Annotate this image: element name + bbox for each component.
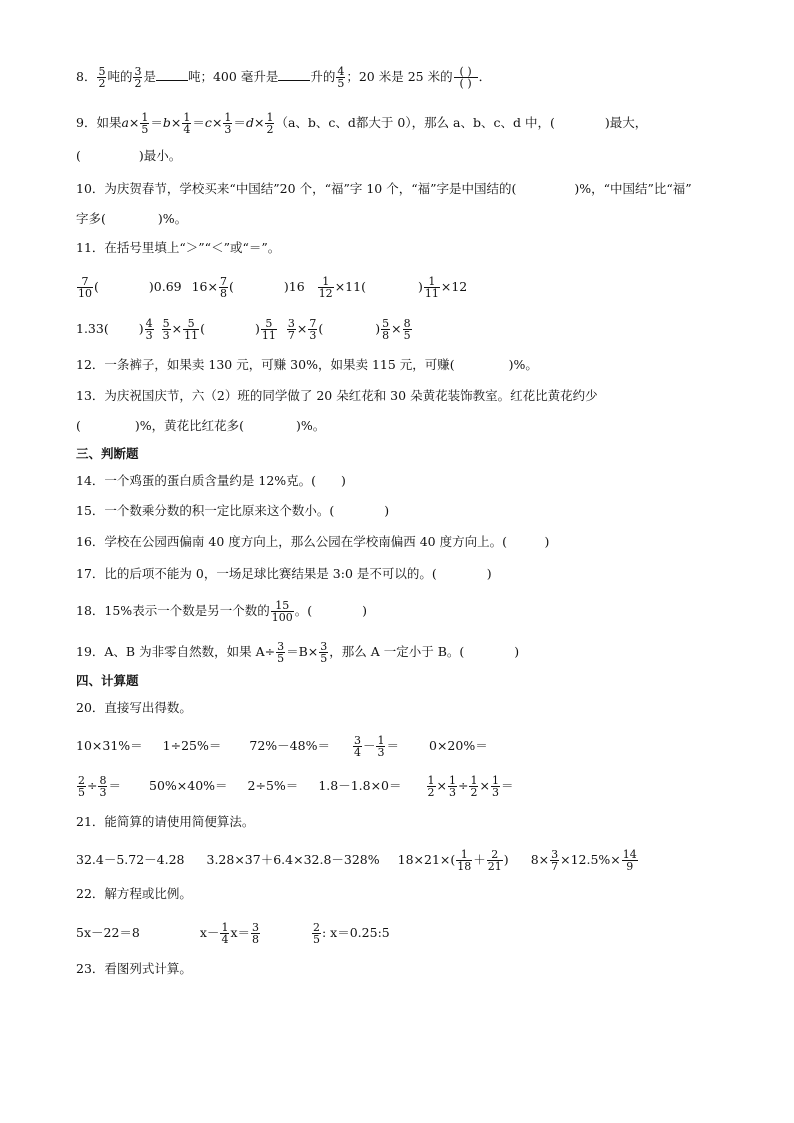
fraction: $\frac{3}{5}$ [320, 640, 328, 665]
text: )%。 [508, 357, 538, 372]
question-15: 15．一个数乘分数的积一定比原来这个数小。( ) [76, 503, 390, 518]
text: ＝B× [286, 644, 319, 659]
question-9 [76, 112, 647, 135]
question-14: 14．一个鸡蛋的蛋白质含量约是 12%克。( ) [76, 473, 346, 488]
question-9-line2 [76, 148, 181, 164]
text: 1.33( [76, 321, 109, 336]
expr: 10×31%＝ [76, 738, 143, 753]
text: )%，黄花比红花多( [134, 418, 245, 433]
question-8 [76, 66, 491, 89]
expr: 2÷5%＝ [247, 778, 299, 793]
op: × [128, 115, 140, 130]
text: ×11( [334, 279, 366, 294]
fraction: $\frac{3}{7}$ [287, 317, 295, 342]
expr: 18×21×( [397, 852, 456, 867]
text: 16× [191, 279, 218, 294]
op: × [296, 321, 308, 336]
text: ． [478, 69, 492, 84]
text: 12．一条裤子，如果卖 130 元，可赚 30%，如果卖 115 元，可赚( [76, 357, 455, 372]
question-21-exprs [76, 849, 639, 872]
text: 是 [143, 69, 156, 84]
q-number: 9．如果 [76, 115, 122, 130]
expr: 1.8－1.8×0＝ [318, 778, 402, 793]
question-18 [76, 600, 367, 623]
fraction: $\frac{3}{8}$ [252, 921, 259, 946]
op: × [170, 115, 182, 130]
question-20-row1 [76, 735, 488, 758]
answer-blank[interactable] [156, 68, 188, 81]
question-17: 17．比的后项不能为 0，一场足球比赛结果是 3:0 是不可以的。( ) [76, 566, 492, 581]
fraction: $\frac{4}{3}$ [145, 317, 153, 342]
fraction: $\frac{1}{4}$ [183, 111, 191, 136]
question-23: 23．看图列式计算。 [76, 961, 192, 976]
text: 。( ) [294, 603, 367, 618]
op: ÷ [457, 778, 469, 793]
text: 19．A、B 为非零自然数，如果 A÷ [76, 644, 276, 659]
fraction: $\frac{5}{11}$ [184, 317, 199, 342]
fraction: $\frac{7}{10}$ [78, 275, 92, 300]
var: d [245, 115, 254, 130]
fraction: $\frac{1}{5}$ [141, 111, 149, 136]
op: ＝ [233, 115, 246, 130]
expr: 0×20%＝ [429, 738, 488, 753]
question-19 [76, 641, 519, 664]
expr: 3.28×37＋6.4×32.8－328% [206, 852, 380, 867]
question-22-exprs [76, 922, 390, 945]
question-21-title: 21．能简算的请使用简便算法。 [76, 814, 255, 829]
text: )最大， [604, 115, 648, 130]
fraction: $\frac{1}{2}$ [427, 774, 435, 799]
fraction: $\frac{7}{3}$ [309, 317, 317, 342]
text: )%。 [296, 418, 326, 433]
var: c [204, 115, 212, 130]
section-heading: 三、判断题 [76, 446, 139, 461]
op: ÷ [87, 778, 98, 793]
text: ) [138, 321, 144, 336]
op: × [391, 321, 402, 336]
op: ＝ [386, 738, 399, 753]
text: 13．为庆祝国庆节，六（2）班的同学做了 20 朵红花和 30 朵黄花装饰教室。红花比黄花约少 [76, 388, 598, 403]
fraction: $\frac{5}{2}$ [98, 65, 106, 90]
text: ( [76, 418, 81, 433]
fraction: $\frac{8}{3}$ [99, 774, 107, 799]
text: ( [229, 279, 234, 294]
op: × [479, 778, 490, 793]
text: ) [254, 321, 260, 336]
op: × [436, 778, 447, 793]
expr: 8× [530, 852, 550, 867]
fraction: $\frac{1}{3}$ [377, 734, 385, 759]
text: ×12 [440, 279, 468, 294]
question-10 [76, 181, 692, 197]
text: )0.69 [148, 279, 182, 294]
fraction: $\frac{2}{21}$ [487, 848, 502, 873]
question-13 [76, 388, 598, 404]
fraction: $\frac{5}{3}$ [162, 317, 170, 342]
text: 18．15%表示一个数是另一个数的 [76, 603, 270, 618]
text: ( [318, 321, 324, 336]
op: ＝ [192, 115, 205, 130]
expr: 50%×40%＝ [149, 778, 228, 793]
question-12 [76, 357, 538, 373]
text: 10．为庆贺春节，学校买来“中国结”20 个，“福”字 10 个，“福”字是中国结的( [76, 181, 517, 196]
fraction: $\frac{7}{8}$ [220, 275, 227, 300]
answer-blank[interactable] [278, 68, 310, 81]
text: 字多( [76, 211, 106, 226]
fraction: $\frac{1}{2}$ [266, 111, 274, 136]
fraction: $\frac{1}{3}$ [491, 774, 499, 799]
question-16: 16．学校在公园西偏南 40 度方向上，那么公园在学校南偏西 40 度方向上。( ) [76, 534, 550, 549]
op: ＋ [473, 852, 486, 867]
text: ( [76, 148, 81, 163]
fraction: $\frac{1}{18}$ [457, 848, 472, 873]
op: × [211, 115, 223, 130]
question-11-title [76, 240, 280, 256]
fraction: $\frac{15}{100}$ [271, 599, 293, 624]
op: ＝ [108, 778, 121, 793]
text: )最小。 [138, 148, 182, 163]
text: 吨；400 毫升是 [187, 69, 279, 84]
text: )%。 [157, 211, 188, 226]
question-11-row2 [76, 318, 413, 341]
text: 吨的 [107, 69, 133, 84]
fraction-blank[interactable]: ( ) ( ) [454, 66, 478, 89]
fraction: $\frac{3}{2}$ [134, 65, 142, 90]
var: a [121, 115, 129, 130]
op: × [171, 321, 183, 336]
text: 升的 [310, 69, 336, 84]
fraction: $\frac{5}{11}$ [261, 317, 276, 342]
text: ) [375, 321, 381, 336]
var: b [162, 115, 171, 130]
text: （a、b、c、d都大于 0），那么 a、b、c、d 中，( [275, 115, 555, 130]
fraction: $\frac{14}{9}$ [622, 848, 637, 873]
op: ＝ [150, 115, 163, 130]
question-13-line2 [76, 418, 325, 434]
fraction: $\frac{1}{3}$ [448, 774, 456, 799]
question-20-title: 20．直接写出得数。 [76, 700, 192, 715]
fraction: $\frac{4}{5}$ [337, 65, 345, 90]
fraction: $\frac{1}{12}$ [318, 275, 333, 300]
fraction: $\frac{2}{5}$ [313, 921, 320, 946]
section-heading: 四、计算题 [76, 673, 139, 688]
fraction: $\frac{3}{7}$ [551, 848, 559, 873]
expr: x＝ [230, 925, 250, 940]
fraction: $\frac{3}{4}$ [353, 734, 361, 759]
fraction: $\frac{1}{4}$ [221, 921, 229, 946]
expr: 5x－22＝8 [76, 925, 140, 940]
question-10-line2 [76, 211, 187, 227]
expr: 72%－48%＝ [249, 738, 330, 753]
text: ( [94, 279, 99, 294]
text: )16 [283, 279, 305, 294]
expr: ×12.5%× [560, 852, 621, 867]
fraction: $\frac{8}{5}$ [403, 317, 411, 342]
fraction: $\frac{1}{3}$ [224, 111, 232, 136]
fraction: $\frac{3}{5}$ [277, 640, 285, 665]
op: － [362, 738, 376, 753]
op: × [253, 115, 265, 130]
fraction: $\frac{2}{5}$ [78, 774, 85, 799]
text: ；20 米是 25 米的 [346, 69, 453, 84]
expr: ) [503, 852, 509, 867]
fraction: $\frac{5}{8}$ [382, 317, 390, 342]
text: ，那么 A 一定小于 B。( ) [329, 644, 520, 659]
text: )%，“中国结”比“福” [574, 181, 692, 196]
expr: : x＝0.25:5 [322, 925, 390, 940]
text: 11．在括号里填上“＞”“＜”或“＝”。 [76, 240, 281, 255]
expr: 32.4－5.72－4.28 [76, 852, 185, 867]
fraction: $\frac{1}{11}$ [424, 275, 439, 300]
question-22-title: 22．解方程或比例。 [76, 886, 192, 901]
text: ( [200, 321, 205, 336]
expr: 1÷25%＝ [162, 738, 222, 753]
question-11-row1 [76, 276, 467, 299]
fraction: $\frac{1}{2}$ [470, 774, 478, 799]
text: ) [417, 279, 423, 294]
expr: x－ [199, 925, 220, 940]
q-number: 8． [76, 69, 97, 84]
op: ＝ [500, 778, 514, 793]
question-20-row2 [76, 775, 513, 798]
